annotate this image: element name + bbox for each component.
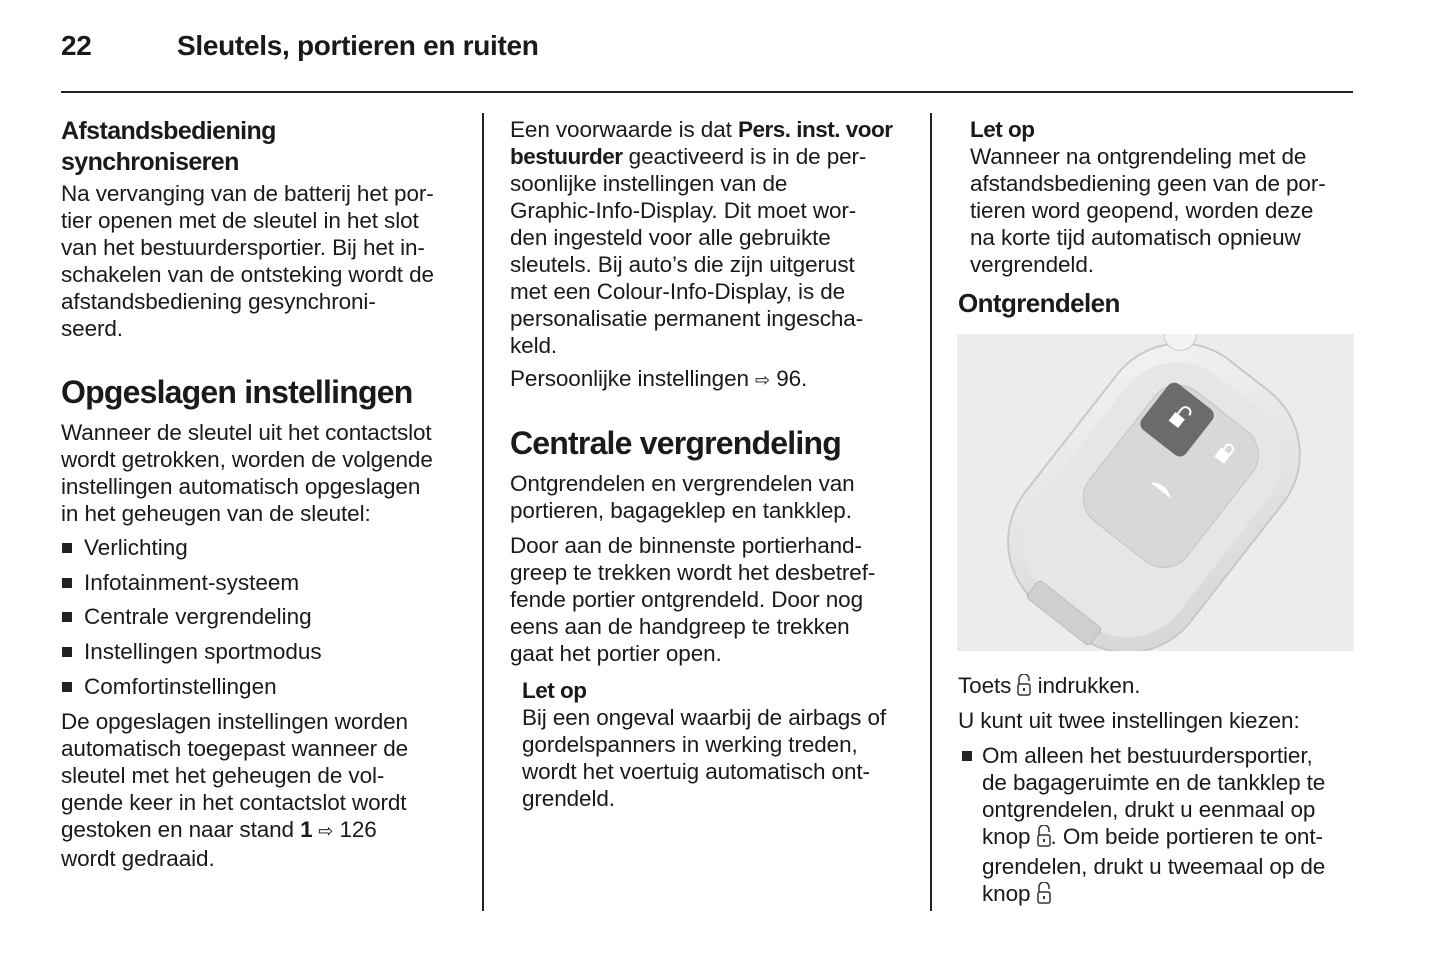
instruction xyxy=(958,672,1140,702)
paragraph: Door aan de binnenste portierhand- greep te trekken wordt het desbetref- fende portier ontgrendeld. Door nog eens aan de handgreep te trekken gaat het portier open. xyxy=(510,533,876,666)
paragraph xyxy=(61,708,408,872)
text: De opgeslagen instellingen worden automatisch toegepast wanneer de sleutel met het geheugen de vol- gende keer in het contactslot wordt gestoken en naar stand xyxy=(61,709,409,842)
text: . Om beide portieren te ont- grendelen, drukt u tweemaal op de knop xyxy=(982,824,1326,906)
list-item xyxy=(982,742,1325,910)
reference-arrow-icon: ⇨ xyxy=(755,370,771,391)
text: Persoonlijke instellingen xyxy=(510,366,756,391)
note-title: Let op xyxy=(970,117,1035,142)
text: wordt gedraaid. xyxy=(61,846,215,871)
unlock-icon xyxy=(1037,825,1051,853)
paragraph: Wanneer de sleutel uit het contactslot wordt getrokken, worden de volgende instellingen automatisch opgeslagen in het geheugen van de sleutel: xyxy=(61,420,433,526)
list-item: Centrale vergrendeling xyxy=(84,604,312,629)
list-item: Comfortinstellingen xyxy=(84,674,277,699)
page-title: Sleutels, portieren en ruiten xyxy=(177,30,539,61)
text: Een voorwaarde is dat xyxy=(510,117,738,142)
bullet-icon xyxy=(962,751,972,761)
text: Toets xyxy=(958,673,1018,698)
page-reference[interactable]: 126 xyxy=(339,817,377,842)
bullet-icon xyxy=(62,543,72,553)
section-heading: Afstandsbediening synchroniseren xyxy=(61,117,276,176)
page-number: 22 xyxy=(61,30,92,61)
cross-reference xyxy=(510,365,807,394)
page-reference[interactable]: 96. xyxy=(776,366,808,391)
section-heading: Centrale vergrendeling xyxy=(510,425,841,461)
unlock-icon xyxy=(1017,674,1031,702)
text: geactiveerd is in de per- soonlijke instellingen van de Graphic-Info-Display. Dit moet wor- den ingesteld voor alle gebruikte sleutels. Bij auto’s die zijn uitgerust met een Colour-Info-Display, is de personalisatie permanent ingescha- keld. xyxy=(510,144,867,358)
paragraph xyxy=(510,116,893,359)
list-item: Instellingen sportmodus xyxy=(84,639,322,664)
note-title: Let op xyxy=(522,678,587,703)
bullet-icon xyxy=(62,682,72,692)
reference-arrow-icon: ⇨ xyxy=(318,821,334,842)
column-divider xyxy=(930,113,932,911)
column-divider xyxy=(482,113,484,911)
key-fob-illustration xyxy=(957,334,1354,651)
section-heading: Opgeslagen instellingen xyxy=(61,374,413,410)
bullet-icon xyxy=(62,647,72,657)
header-rule xyxy=(61,91,1353,93)
note-text: Bij een ongeval waarbij de airbags of gordelspanners in werking treden, wordt het voertuig automatisch ont- grendeld. xyxy=(522,705,887,811)
setting-name: Pers. inst. voor bestuurder xyxy=(510,117,893,169)
paragraph: Na vervanging van de batterij het por- tier openen met de sleutel in het slot van het bestuurdersportier. Bij het in- schakelen van de ontsteking wordt de afstandsbediening gesynchroni- seerd. xyxy=(61,181,434,341)
text: Om alleen het bestuurdersportier, de bagageruimte en de tankklep te ontgrendelen, drukt u eenmaal op knop xyxy=(982,743,1326,849)
paragraph: U kunt uit twee instellingen kiezen: xyxy=(958,708,1300,733)
bullet-icon xyxy=(62,612,72,622)
paragraph: Ontgrendelen en vergrendelen van portieren, bagageklep en tankklep. xyxy=(510,471,855,523)
ignition-position: 1 xyxy=(300,817,313,842)
note-text: Wanneer na ontgrendeling met de afstandsbediening geen van de por- tieren word geopend, worden deze na korte tijd automatisch opnieuw vergrendeld. xyxy=(970,144,1326,277)
section-heading: Ontgrendelen xyxy=(958,288,1120,318)
list-item: Verlichting xyxy=(84,535,188,560)
list-item: Infotainment-systeem xyxy=(84,570,300,595)
bullet-icon xyxy=(62,578,72,588)
text: indrukken. xyxy=(1031,673,1141,698)
unlock-icon xyxy=(1037,882,1051,910)
